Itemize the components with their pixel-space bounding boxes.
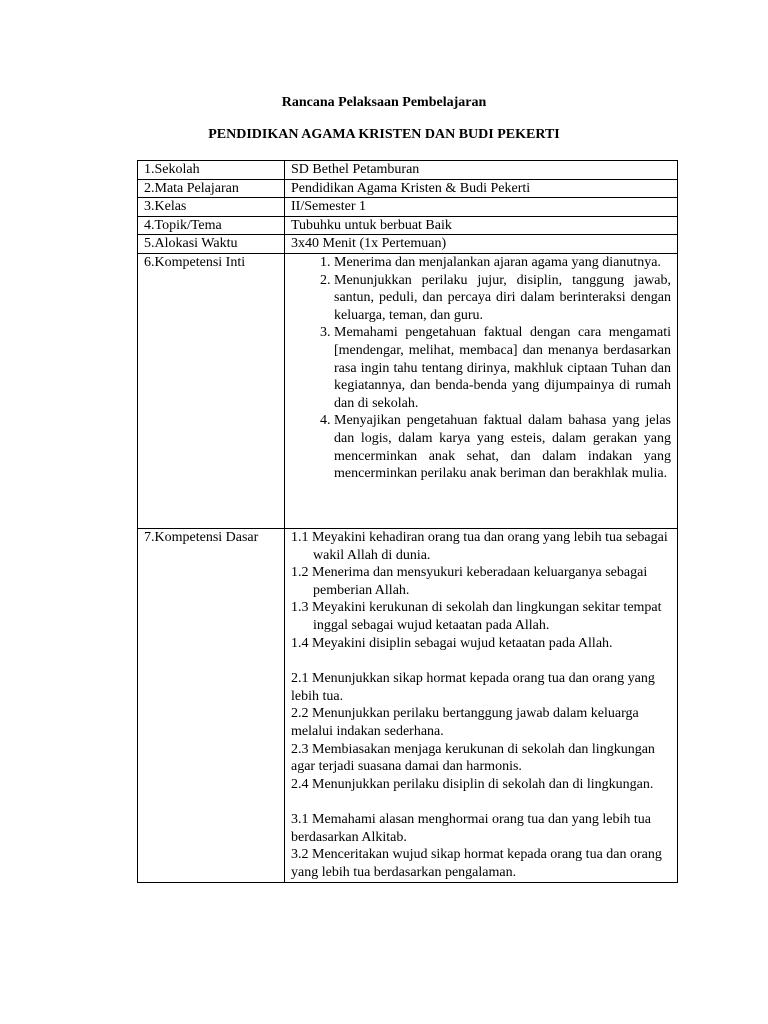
row-label: 4.Topik/Tema [138,216,285,235]
list-item: 1.1 Meyakini kehadiran orang tua dan orang yang lebih tua sebagai wakil Allah di dunia. [291,529,668,563]
row-value: Pendidikan Agama Kristen & Budi Pekerti [285,179,678,198]
list-item: 2.3 Membiasakan menjaga kerukunan di sekolah dan lingkungan agar terjadi suasana damai dan harmonis. [291,741,655,775]
table-row [138,161,678,180]
list-item: 2.4 Menunjukkan perilaku disiplin di sekolah dan di lingkungan. [291,776,654,792]
list-item: 1.3 Meyakini kerukunan di sekolah dan lingkungan sekitar tempat inggal sebagai wujud ketaatan pada Allah. [291,600,662,633]
row-label: 7.Kompetensi Dasar [138,528,285,882]
table-row-kompetensi-dasar [138,528,678,882]
row-label: 6.Kompetensi Inti [138,253,285,528]
kompetensi-dasar-cell [285,528,678,882]
row-value: II/Semester 1 [285,198,678,217]
table-row [138,235,678,254]
row-label: 5.Alokasi Waktu [138,235,285,254]
list-item: 1.2 Menerima dan mensyukuri keberadaan keluarganya sebagai pemberian Allah. [291,565,648,598]
table-row [138,216,678,235]
row-label: 2.Mata Pelajaran [138,179,285,198]
document-subtitle: PENDIDIKAN AGAMA KRISTEN DAN BUDI PEKERTI [208,127,560,142]
kd-group-3 [291,811,671,881]
list-item: 3. Memahami pengetahuan faktual dengan cara mengamati [mendengar, melihat, membaca] dan menanya berdasarkan rasa ingin tahu tentang dirinya, makhluk ciptaan Tuhan dan kegiatannya, dan benda-benda yang dijumpainya di rumah dan di sekolah. [334,324,671,412]
kompetensi-inti-list [291,254,671,483]
table-row-kompetensi-inti [138,253,678,528]
row-value: Tubuhku untuk berbuat Baik [285,216,678,235]
row-value: SD Bethel Petamburan [285,161,678,180]
list-item: 3.1 Memahami alasan menghormai orang tua dan yang lebih tua berdasarkan Alkitab. [291,812,652,845]
list-item: 2.1 Menunjukkan sikap hormat kepada orang tua dan orang yang lebih tua. [291,671,655,704]
kompetensi-inti-cell [285,253,678,528]
rpp-table [137,160,678,883]
list-item: 1.4 Meyakini disiplin sebagai wujud ketaatan pada Allah. [291,635,613,651]
list-item: 3.2 Menceritakan wujud sikap hormat kepada orang tua dan orang yang lebih tua berdasarkan pengalaman. [291,847,662,881]
spacer [291,793,671,811]
kd-group-1 [291,529,671,652]
row-value: 3x40 Menit (1x Pertemuan) [285,235,678,254]
list-item: 1. Menerima dan menjalankan ajaran agama yang dianutnya. [334,254,671,272]
document-title: Rancana Pelaksaan Pembelajaran [281,95,487,110]
list-item: 2.2 Menunjukkan perilaku bertanggung jawab dalam keluarga melalui indakan sederhana. [291,706,639,739]
table-row [138,179,678,198]
row-label: 3.Kelas [138,198,285,217]
spacer [291,652,671,670]
kd-group-2 [291,670,671,793]
list-item: 4. Menyajikan pengetahuan faktual dalam bahasa yang jelas dan logis, dalam karya yang esteis, dalam gerakan yang mencerminkan anak sehat, dan dalam indakan yang mencerminkan perilaku anak beriman dan berakhlak mulia. [334,412,671,482]
row-label: 1.Sekolah [138,161,285,180]
list-item: 2. Menunjukkan perilaku jujur, disiplin, tanggung jawab, santun, peduli, dan percaya diri dalam berinteraksi dengan keluarga, teman, dan guru. [334,272,671,325]
table-row [138,198,678,217]
